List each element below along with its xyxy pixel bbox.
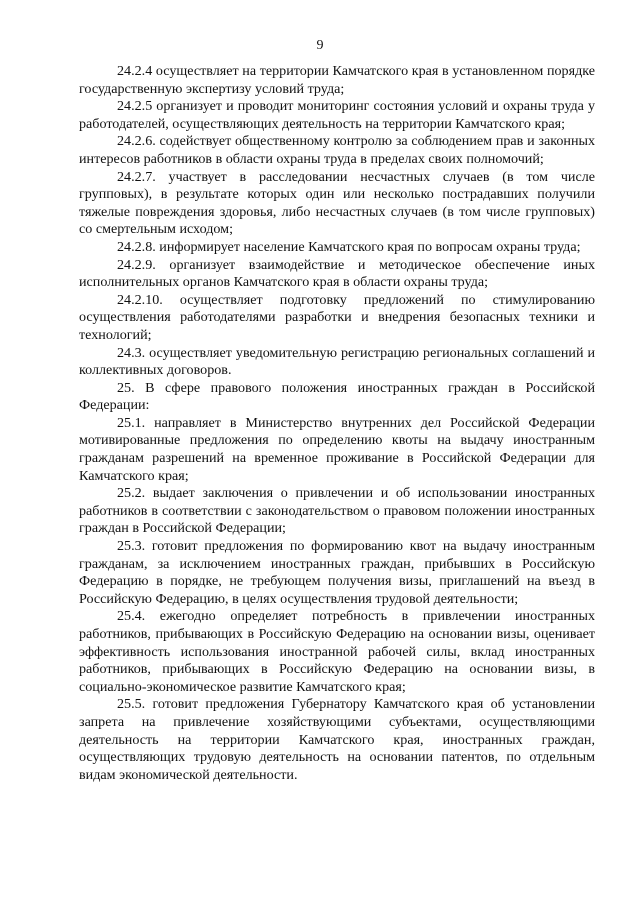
document-body (79, 63, 595, 784)
paragraph-24-2-8: 24.2.8. информирует население Камчатского края по вопросам охраны труда; (117, 238, 581, 255)
paragraph-24-2-6: 24.2.6. содействует общественному контролю за соблюдением прав и законных интересов работников в области охраны труда в пределах своих полномочий; (79, 133, 595, 167)
paragraph-24-3: 24.3. осуществляет уведомительную регистрацию региональных соглашений и коллективных договоров. (79, 344, 595, 379)
paragraph-24-2-10: 24.2.10. осуществляет подготовку предложений по стимулированию осуществления работодателями разработки и внедрения безопасных техники и технологий; (79, 291, 595, 343)
paragraph-25-5: 25.5. готовит предложения Губернатору Камчатского края об установлении запрета на привлечение хозяйствующими субъектами, осуществляющими деятельность на территории Камчатского края, иностранных граждан, осуществляющих трудовую деятельность на основании патентов, по отдельным видам экономической деятельности. (79, 696, 595, 783)
paragraph-25: 25. В сфере правового положения иностранных граждан в Российской Федерации: (79, 379, 595, 414)
paragraph-25-1: 25.1. направляет в Министерство внутренних дел Российской Федерации мотивированные предложения по определению квоты на выдачу иностранным гражданам разрешений на временное проживание в Российской Федерации для Камчатского края; (79, 414, 595, 484)
paragraph-24-2-5: 24.2.5 организует и проводит мониторинг состояния условий и охраны труда у работодателей, осуществляющих деятельность на территории Камчатского края; (79, 98, 595, 132)
paragraph-25-4: 25.4. ежегодно определяет потребность в привлечении иностранных работников, прибывающих в Российскую Федерацию на основании визы, оценивает эффективность использования иностранной рабочей силы, вклад иностранных работников, прибывающих в Российскую Федерацию на основании визы, в социально-экономическое развитие Камчатского края; (79, 608, 595, 695)
paragraph-25-3: 25.3. готовит предложения по формированию квот на выдачу иностранным гражданам, за исключением иностранных граждан, прибывших в Российскую Федерацию в порядке, не требующем получения визы, приглашений на въезд в Российскую Федерацию, в целях осуществления трудовой деятельности; (79, 538, 595, 607)
paragraph-24-2-7: 24.2.7. участвует в расследовании несчастных случаев (в том числе групповых), в результате которых один или несколько пострадавших получили тяжелые повреждения здоровья, либо несчастных случаев (в том числе групповых) со смертельным исходом; (79, 168, 595, 238)
page-number: 9 (316, 38, 324, 53)
paragraph-25-2: 25.2. выдает заключения о привлечении и об использовании иностранных работников в соответствии с законодательством о правовом положении иностранных граждан в Российской Федерации; (79, 485, 595, 537)
paragraph-24-2-4: 24.2.4 осуществляет на территории Камчатского края в установленном порядке государственную экспертизу условий труда; (79, 63, 595, 97)
paragraph-24-2-9: 24.2.9. организует взаимодействие и методическое обеспечение иных исполнительных органов Камчатского края в области охраны труда; (79, 256, 595, 291)
